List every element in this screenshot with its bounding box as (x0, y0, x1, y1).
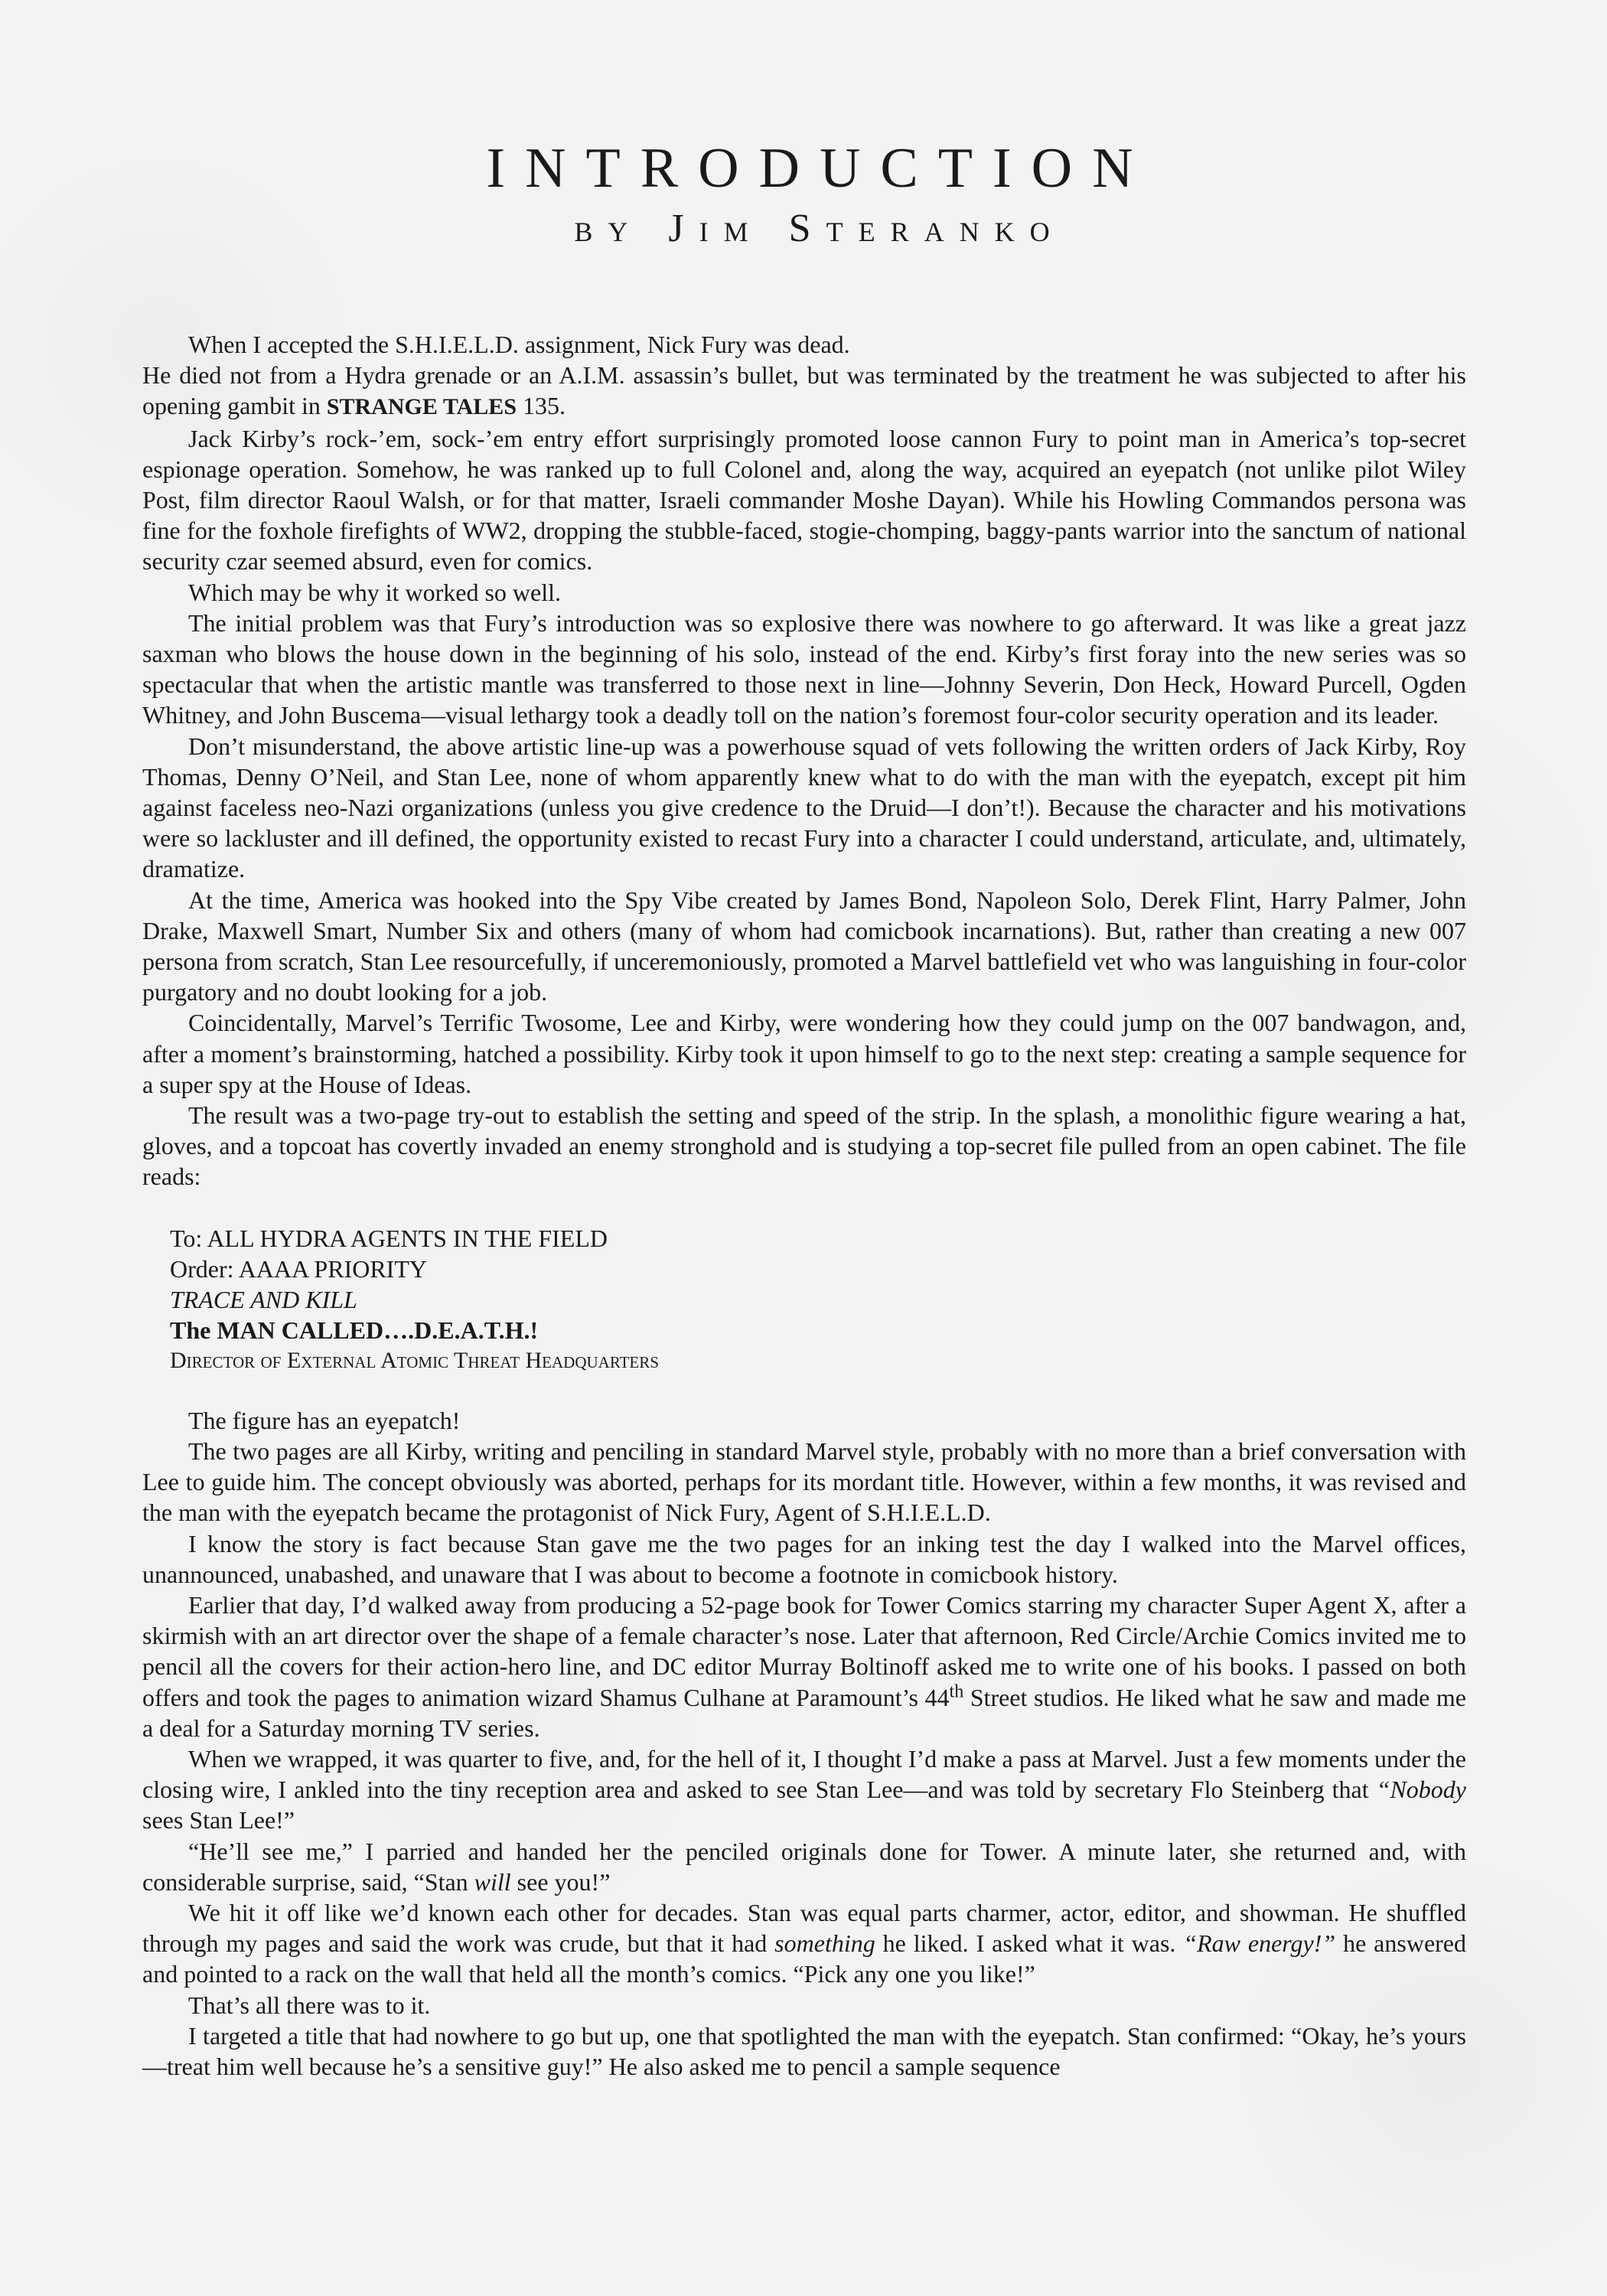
document-page (142, 138, 1466, 2082)
page-title: INTRODUCTION (486, 137, 1153, 200)
paragraph: Earlier that day, I’d walked away from producing a 52-page book for Tower Comics starring my character Super Agent X, after a skirmish with an art director over the shape of a female character’s nose. Later that afternoon, Red Circle/Archie Comics invited me to pencil all the covers for their action-hero line, and DC editor Murray Boltinoff asked me to write one of his books. I passed on both offers and took the pages to animation wizard Shamus Culhane at Paramount’s 44th Street studios. He liked what he saw and made me a deal for a Saturday morning TV series. (142, 1590, 1466, 1742)
paragraph: That’s all there was to it. (188, 1991, 431, 2019)
paragraph: The result was a two-page try-out to establish the setting and speed of the strip. In the splash, a monolithic figure wearing a hat, gloves, and a topcoat has covertly invaded an enemy stronghold and is studying a top-secret file pulled from an open cabinet. The file reads: (142, 1101, 1466, 1191)
file-memo (170, 1223, 1466, 1376)
book-title: STRANGE TALES (326, 394, 517, 420)
article-body (142, 329, 1466, 2082)
paragraph: The two pages are all Kirby, writing and penciling in standard Marvel style, probably with no more than a brief conversation with Lee to guide him. The concept obviously was aborted, perhaps for its mordant title. However, within a few months, it was revised and the man with the eyepatch became the protagonist of Nick Fury, Agent of S.H.I.E.L.D. (142, 1437, 1466, 1527)
paragraph: Jack Kirby’s rock-’em, sock-’em entry effort surprisingly promoted loose cannon Fury to point man in America’s top-secret espionage operation. Somehow, he was ranked up to full Colonel and, along the way, acquired an eyepatch (not unlike pilot Wiley Post, film director Raoul Walsh, or for that matter, Israeli commander Moshe Dayan). While his Howling Commandos persona was fine for the foxhole firefights of WW2, dropping the stubble-faced, stogie-chomping, baggy-pants warrior into the sanctum of national security czar seemed absurd, even for comics. (142, 424, 1466, 576)
memo-to: To: ALL HYDRA AGENTS IN THE FIELD (170, 1224, 608, 1252)
paragraph: Which may be why it worked so well. (188, 578, 561, 606)
paragraph: We hit it off like we’d known each other for decades. Stan was equal parts charmer, actor, editor, and showman. He shuffled through my pages and said the work was crude, but that it had something he liked. I asked what it was. “Raw energy!” he answered and pointed to a rack on the wall that held all the month’s comics. “Pick any one you like!” (142, 1898, 1467, 1988)
paragraph: At the time, America was hooked into the Spy Vibe created by James Bond, Napoleon Solo, Derek Flint, Harry Palmer, John Drake, Maxwell Smart, Number Six and others (many of whom had comicbook incarnations). But, rather than creating a new 007 persona from scratch, Stan Lee resourcefully, if unceremoniously, promoted a Marvel battlefield vet who was languishing in four-color purgatory and no doubt looking for a job. (142, 885, 1466, 1006)
paragraph: I know the story is fact because Stan gave me the two pages for an inking test the day I walked into the Marvel offices, unannounced, unabashed, and unaware that I was about to become a footnote in comicbook history. (142, 1529, 1466, 1588)
paragraph: I targeted a title that had nowhere to go but up, one that spotlighted the man with the eyepatch. Stan confirmed: “Okay, he’s yours—treat him well because he’s a sensitive guy!” He also asked me to pencil a sample sequence (142, 2021, 1466, 2080)
memo-command: TRACE AND KILL (170, 1285, 357, 1313)
memo-order: Order: AAAA PRIORITY (170, 1254, 427, 1283)
memo-subject: The MAN CALLED….D.E.A.T.H.! (170, 1316, 539, 1344)
paragraph: The figure has an eyepatch! (188, 1406, 461, 1434)
author-byline: by Jim Steranko (574, 207, 1065, 250)
paragraph: The initial problem was that Fury’s introduction was so explosive there was nowhere to go afterward. It was like a great jazz saxman who blows the house down in the beginning of his solo, instead of the end. Kirby’s first foray into the new series was so spectacular that when the artistic mantle was transferred to those next in line—Johnny Severin, Don Heck, Howard Purcell, Ogden Whitney, and John Buscema—visual lethargy took a deadly toll on the nation’s foremost four-color security operation and its leader. (142, 608, 1466, 729)
paragraph: When I accepted the S.H.I.E.L.D. assignment, Nick Fury was dead. (188, 331, 850, 358)
paragraph: “He’ll see me,” I parried and handed her the penciled originals done for Tower. A minute later, she returned and, with considerable surprise, said, “Stan will see you!” (142, 1837, 1466, 1896)
memo-expansion: Director of External Atomic Threat Headquarters (170, 1347, 659, 1373)
paragraph: Coincidentally, Marvel’s Terrific Twosome, Lee and Kirby, were wondering how they could jump on the 007 bandwagon, and, after a moment’s brainstorming, hatched a possibility. Kirby took it upon himself to go to the next step: creating a sample sequence for a super spy at the House of Ideas. (142, 1009, 1466, 1098)
paragraph: When we wrapped, it was quarter to five, and, for the hell of it, I thought I’d make a pass at Marvel. Just a few moments under the closing wire, I ankled into the tiny reception area and asked to see Stan Lee—and was told by secretary Flo Steinberg that “Nobody sees Stan Lee!” (142, 1744, 1466, 1835)
paragraph: Don’t misunderstand, the above artistic line-up was a powerhouse squad of vets following the written orders of Jack Kirby, Roy Thomas, Denny O’Neil, and Stan Lee, none of whom apparently knew what to do with the man with the eyepatch, except pit him against faceless neo-Nazi organizations (unless you give credence to the Druid—I don’t!). Because the character and his motivations were so lackluster and ill defined, the opportunity existed to recast Fury into a character I could understand, articulate, and, ultimately, dramatize. (142, 732, 1466, 883)
paragraph: He died not from a Hydra grenade or an A.I.M. assassin’s bullet, but was terminated by the treatment he was subjected to after his opening gambit in STRANGE TALES 135. (142, 361, 1466, 420)
